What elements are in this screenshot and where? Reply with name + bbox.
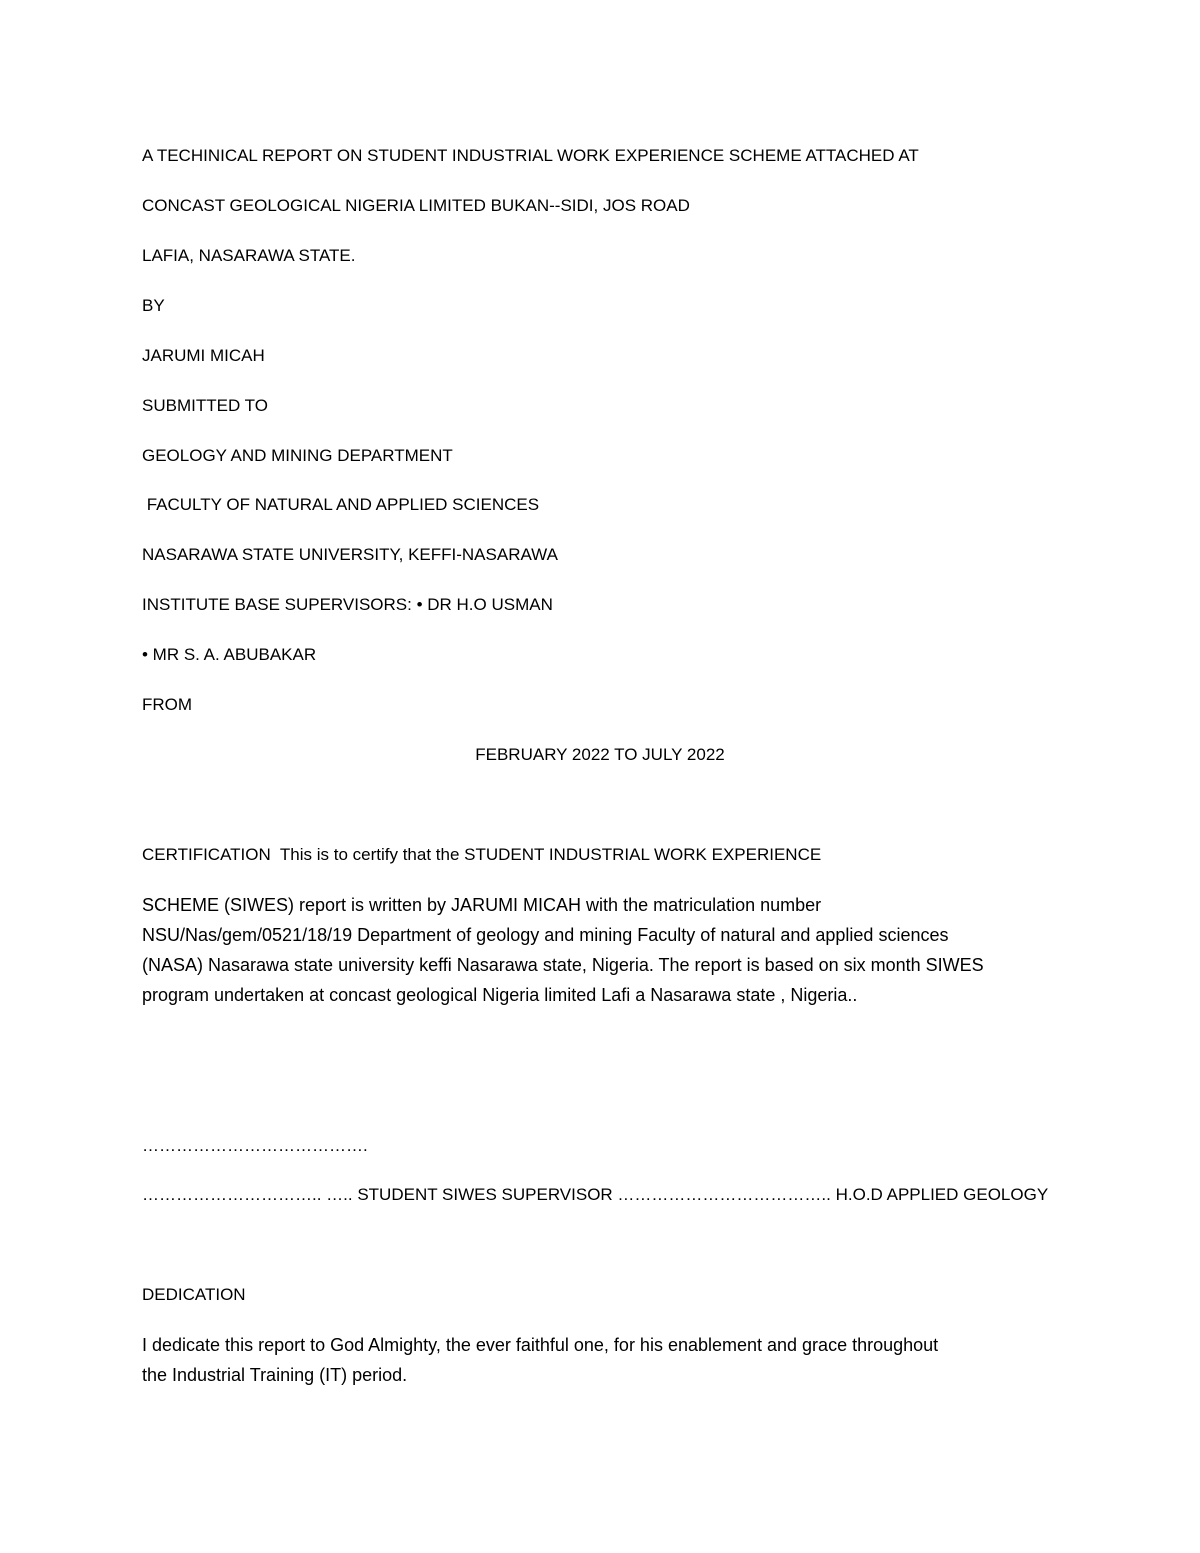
dedication-heading: DEDICATION (142, 1285, 246, 1304)
university-name: NASARAWA STATE UNIVERSITY, KEFFI-NASARAWA (142, 545, 558, 564)
dedication-line-2: the Industrial Training (IT) period. (142, 1365, 408, 1385)
dedication-paragraph (142, 1330, 1052, 1390)
department-name: GEOLOGY AND MINING DEPARTMENT (142, 446, 453, 465)
training-period: FEBRUARY 2022 TO JULY 2022 (475, 745, 725, 764)
author-name: JARUMI MICAH (142, 346, 265, 365)
certification-line-2: SCHEME (SIWES) report is written by JARUMI MICAH with the matriculation number (142, 895, 822, 915)
certification-paragraph (142, 890, 1052, 1010)
certification-line-5: program undertaken at concast geological Nigeria limited Lafi a Nasarawa state , Nigeria.. (142, 985, 858, 1005)
report-title-line-1: A TECHINICAL REPORT ON STUDENT INDUSTRIAL WORK EXPERIENCE SCHEME ATTACHED AT (142, 146, 919, 165)
signature-dots: …………………………………. (142, 1136, 368, 1155)
certification-line-1: CERTIFICATION This is to certify that the STUDENT INDUSTRIAL WORK EXPERIENCE (142, 845, 822, 864)
report-title-line-3: LAFIA, NASARAWA STATE. (142, 246, 356, 265)
submitted-to-label: SUBMITTED TO (142, 396, 268, 415)
certification-line-3: NSU/Nas/gem/0521/18/19 Department of geology and mining Faculty of natural and applied sciences (142, 925, 949, 945)
faculty-name: FACULTY OF NATURAL AND APPLIED SCIENCES (142, 495, 540, 514)
signature-line: ………………………….. ….. STUDENT SIWES SUPERVISOR ……………………………….. H.O.D APPLIED GEOLOGY (142, 1185, 1049, 1204)
certification-line-4: (NASA) Nasarawa state university keffi Nasarawa state, Nigeria. The report is based on six month SIWES (142, 955, 984, 975)
from-label: FROM (142, 695, 193, 714)
supervisors-line-1: INSTITUTE BASE SUPERVISORS: • DR H.O USMAN (142, 595, 553, 614)
dedication-line-1: I dedicate this report to God Almighty, the ever faithful one, for his enablement and grace throughout (142, 1335, 939, 1355)
report-title-line-2: CONCAST GEOLOGICAL NIGERIA LIMITED BUKAN--SIDI, JOS ROAD (142, 196, 690, 215)
supervisors-line-2: • MR S. A. ABUBAKAR (142, 645, 317, 664)
by-label: BY (142, 296, 165, 315)
